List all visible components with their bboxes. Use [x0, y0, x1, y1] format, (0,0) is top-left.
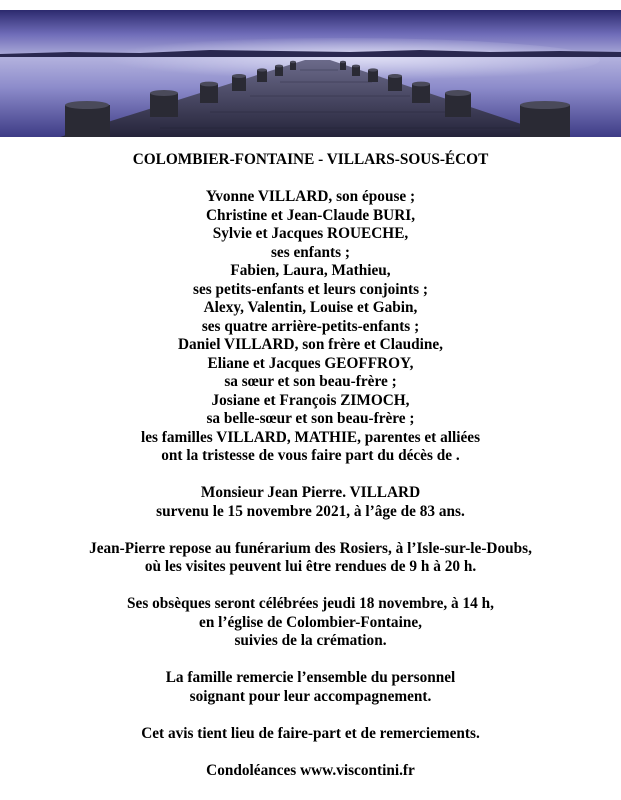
- death-date: survenu le 15 novembre 2021, à l’âge de 83 ans.: [156, 502, 465, 520]
- family-line: Sylvie et Jacques ROUECHE,: [212, 225, 409, 242]
- thanks-line: La famille remercie l’ensemble du personnel: [165, 669, 456, 686]
- family-line: Fabien, Laura, Mathieu,: [230, 262, 391, 279]
- family-line: les familles VILLARD, MATHIE, parentes et alliées: [140, 428, 481, 446]
- family-line: Josiane et François ZIMOCH,: [211, 391, 410, 409]
- thanks-line: soignant pour leur accompagnement.: [189, 687, 432, 705]
- family-line: sa belle-sœur et son beau-frère ;: [206, 410, 415, 427]
- notice-line: Cet avis tient lieu de faire-part et de remerciements.: [141, 724, 480, 742]
- family-line: Yvonne VILLARD, son épouse ;: [205, 188, 416, 205]
- family-line: Christine et Jean-Claude BURI,: [205, 206, 416, 224]
- family-line: Daniel VILLARD, son frère et Claudine,: [177, 336, 443, 353]
- deceased-name: Monsieur Jean Pierre. VILLARD: [200, 484, 421, 501]
- family-line: Eliane et Jacques GEOFFROY,: [207, 354, 414, 372]
- funeral-line: suivies de la crémation.: [234, 632, 387, 649]
- family-line: sa sœur et son beau-frère ;: [224, 373, 397, 390]
- pier-image: [0, 10, 621, 137]
- family-line: ses quatre arrière-petits-enfants ;: [201, 317, 420, 335]
- family-line: ses enfants ;: [270, 243, 351, 261]
- condolences-line: Condoléances www.viscontini.fr: [206, 761, 415, 779]
- visitation-line: où les visites peuvent lui être rendues de 9 h à 20 h.: [144, 558, 477, 575]
- family-line: Alexy, Valentin, Louise et Gabin,: [203, 299, 418, 316]
- family-line: ont la tristesse de vous faire part du décès de .: [161, 447, 460, 464]
- family-line: ses petits-enfants et leurs conjoints ;: [193, 280, 428, 298]
- visitation-line: Jean-Pierre repose au funérarium des Rosiers, à l’Isle-sur-le-Doubs,: [89, 539, 532, 557]
- funeral-line: Ses obsèques seront célébrées jeudi 18 novembre, à 14 h,: [127, 595, 494, 612]
- announcement-text: [0, 151, 621, 780]
- funeral-line: en l’église de Colombier-Fontaine,: [199, 613, 422, 631]
- pier-lake-banner: [0, 10, 621, 137]
- location-heading: COLOMBIER-FONTAINE - VILLARS-SOUS-ÉCOT: [132, 151, 489, 168]
